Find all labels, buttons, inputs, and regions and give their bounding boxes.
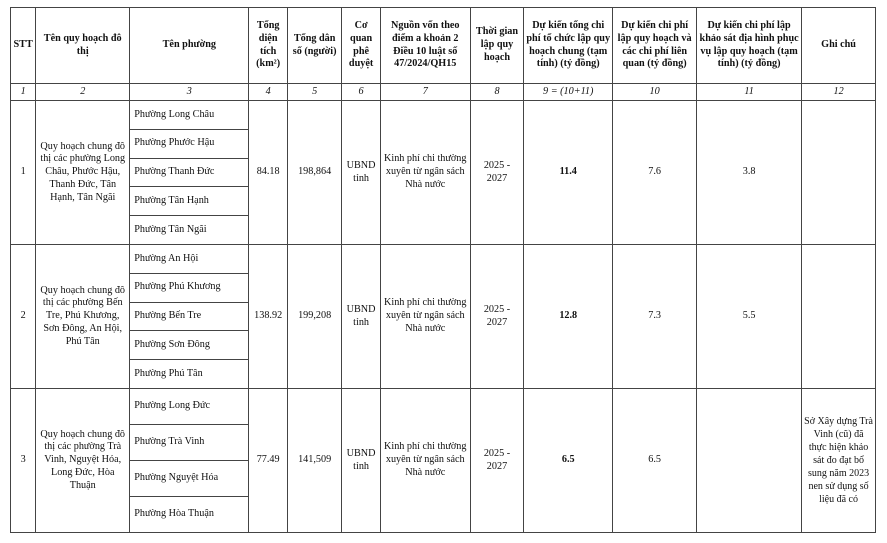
population-cell: 199,208 xyxy=(287,245,342,389)
ward-list xyxy=(130,101,248,244)
total-cost-cell: 12.8 xyxy=(524,245,613,389)
column-index: 12 xyxy=(802,84,876,101)
agency-cell: UBND tỉnh xyxy=(342,101,380,245)
ward-item: Phường Tân Hạnh xyxy=(130,186,248,215)
planning-table xyxy=(10,7,876,533)
ward-item: Phường Long Châu xyxy=(134,108,215,120)
column-index: 3 xyxy=(130,84,249,101)
ward-item: Phường Trà Vinh xyxy=(130,424,248,460)
column-index: 11 xyxy=(697,84,802,101)
header-note: Ghi chú xyxy=(802,8,876,84)
header-area: Tổng diện tích (km²) xyxy=(249,8,287,84)
planning-cost-cell: 7.3 xyxy=(613,245,697,389)
planning-cost-cell: 6.5 xyxy=(613,389,697,533)
header-stt: STT xyxy=(11,8,36,84)
survey-cost-cell: 5.5 xyxy=(697,245,802,389)
header-period: Thời gian lập quy hoạch xyxy=(470,8,524,84)
note-cell: Sở Xây dựng Trà Vinh (cũ) đã thực hiện khảo sát đo đạt bổ sung năm 2023 nen sử dụng số liệu đã có xyxy=(802,389,876,533)
ward-list-cell xyxy=(130,245,249,389)
plan-name-cell: Quy hoạch chung đô thị các phường Bến Tre, Phú Khương, Sơn Đông, An Hội, Phú Tân xyxy=(36,245,130,389)
ward-item: Phường Hòa Thuận xyxy=(130,496,248,532)
ward-item: Phường Phú Khương xyxy=(130,273,248,302)
planning-cost-cell: 7.6 xyxy=(613,101,697,245)
header-row xyxy=(11,8,876,84)
header-funding: Nguồn vốn theo điểm a khoản 2 Điều 10 luật số 47/2024/QH15 xyxy=(380,8,470,84)
area-cell: 138.92 xyxy=(249,245,287,389)
agency-cell: UBND tỉnh xyxy=(342,245,380,389)
population-cell: 141,509 xyxy=(287,389,342,533)
column-index: 7 xyxy=(380,84,470,101)
header-planning-cost: Dự kiến chi phí lập quy hoạch và các chi phí liên quan (tỷ đồng) xyxy=(613,8,697,84)
note-cell xyxy=(802,245,876,389)
ward-item: Phường Tân Ngãi xyxy=(130,215,248,244)
stt-cell: 1 xyxy=(11,101,36,245)
column-index: 1 xyxy=(11,84,36,101)
header-plan-name: Tên quy hoạch đô thị xyxy=(36,8,130,84)
column-index: 2 xyxy=(36,84,130,101)
stt-cell: 2 xyxy=(11,245,36,389)
ward-list-cell xyxy=(130,389,249,533)
table-row xyxy=(11,245,876,389)
ward-list-cell xyxy=(130,101,249,245)
ward-item: Phường Sơn Đông xyxy=(130,330,248,359)
ward-list xyxy=(130,245,248,388)
area-cell: 77.49 xyxy=(249,389,287,533)
ward-item: Phường Long Đức xyxy=(134,400,211,412)
period-cell: 2025 - 2027 xyxy=(470,389,524,533)
area-cell: 84.18 xyxy=(249,101,287,245)
plan-name-cell: Quy hoạch chung đô thị các phường Long Châu, Phước Hậu, Thanh Đức, Tân Hạnh, Tân Ngãi xyxy=(36,101,130,245)
total-cost-cell: 11.4 xyxy=(524,101,613,245)
note-cell xyxy=(802,101,876,245)
period-cell: 2025 - 2027 xyxy=(470,101,524,245)
ward-item: Phường Thanh Đức xyxy=(130,158,248,187)
column-index: 5 xyxy=(287,84,342,101)
stt-cell: 3 xyxy=(11,389,36,533)
header-survey-cost: Dự kiến chi phí lập khảo sát địa hình phục vụ lập quy hoạch (tạm tính) (tỷ đồng) xyxy=(697,8,802,84)
column-index-row xyxy=(11,84,876,101)
ward-item: Phường Phú Tân xyxy=(130,359,248,388)
survey-cost-cell xyxy=(697,389,802,533)
ward-item: Phường Bến Tre xyxy=(130,302,248,331)
ward-item: Phường Phước Hậu xyxy=(130,129,248,158)
funding-cell: Kinh phí chi thường xuyên từ ngân sách Nhà nước xyxy=(380,101,470,245)
survey-cost-cell: 3.8 xyxy=(697,101,802,245)
period-cell: 2025 - 2027 xyxy=(470,245,524,389)
header-population: Tổng dân số (người) xyxy=(287,8,342,84)
column-index: 9 = (10+11) xyxy=(524,84,613,101)
ward-item: Phường An Hội xyxy=(134,252,199,264)
funding-cell: Kinh phí chi thường xuyên từ ngân sách Nhà nước xyxy=(380,389,470,533)
table-row xyxy=(11,101,876,245)
ward-list xyxy=(130,389,248,532)
table-row xyxy=(11,389,876,533)
column-index: 10 xyxy=(613,84,697,101)
total-cost-cell: 6.5 xyxy=(524,389,613,533)
column-index: 8 xyxy=(470,84,524,101)
header-total-cost: Dự kiến tổng chi phí tổ chức lập quy hoạch chung (tạm tính) (tỷ đồng) xyxy=(524,8,613,84)
plan-name-cell: Quy hoạch chung đô thị các phường Trà Vinh, Nguyệt Hóa, Long Đức, Hòa Thuận xyxy=(36,389,130,533)
header-ward: Tên phường xyxy=(130,8,249,84)
funding-cell: Kinh phí chi thường xuyên từ ngân sách Nhà nước xyxy=(380,245,470,389)
column-index: 4 xyxy=(249,84,287,101)
column-index: 6 xyxy=(342,84,380,101)
population-cell: 198,864 xyxy=(287,101,342,245)
ward-item: Phường Nguyệt Hóa xyxy=(130,460,248,496)
agency-cell: UBND tỉnh xyxy=(342,389,380,533)
header-agency: Cơ quan phê duyệt xyxy=(342,8,380,84)
